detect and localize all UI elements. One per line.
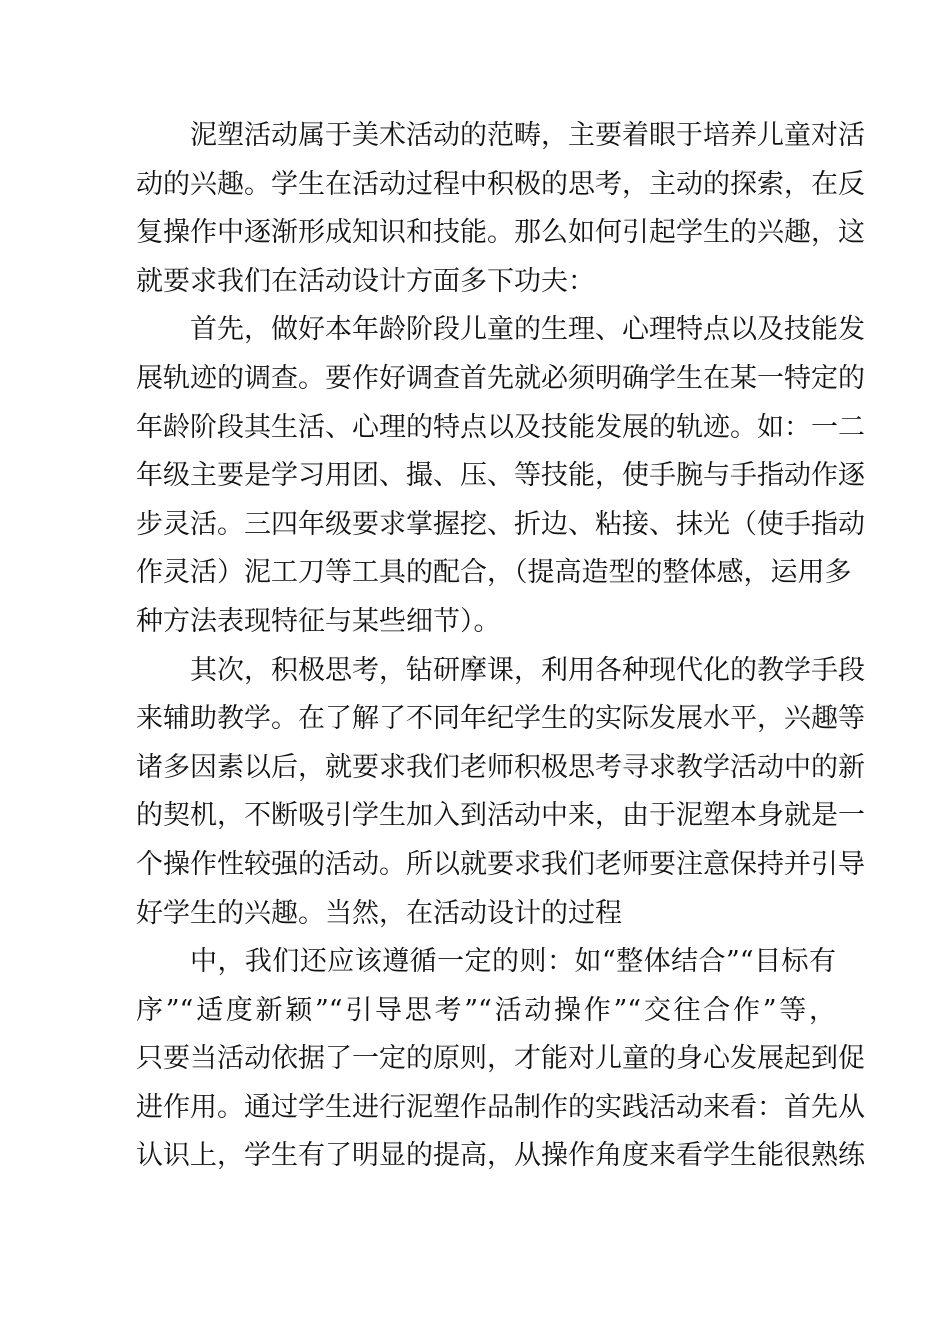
- text-line: 种方法表现特征与某些细节）。: [136, 605, 501, 637]
- text-line: 的契机，不断吸引学生加入到活动中来，由于泥塑本身就是一: [136, 800, 865, 832]
- text-line: 只要当活动依据了一定的原则，才能对儿童的身心发展起到促: [136, 1043, 865, 1075]
- text-line: 其次，积极思考，钻研摩课，利用各种现代化的教学手段: [190, 654, 865, 686]
- paragraph: [136, 647, 865, 939]
- text-line: 诸多因素以后，就要求我们老师积极思考寻求教学活动中的新: [136, 751, 865, 783]
- text-line: 展轨迹的调查。要作好调查首先就必须明确学生在某一特定的: [136, 362, 865, 394]
- text-line: 作灵活）泥工刀等工具的配合，（提高造型的整体感，运用多: [136, 557, 852, 589]
- text-line: 年龄阶段其生活、心理的特点以及技能发展的轨迹。如：一二: [136, 411, 865, 443]
- text-line: 就要求我们在活动设计方面多下功夫：: [136, 265, 595, 297]
- text-line: 复操作中逐渐形成知识和技能。那么如何引起学生的兴趣，这: [136, 217, 865, 249]
- text-line: 首先，做好本年龄阶段儿童的生理、心理特点以及技能发: [190, 314, 865, 346]
- text-line: 序”“适度新颖”“引导思考”“活动操作”“交往合作”等，: [136, 994, 836, 1026]
- text-line: 中，我们还应该遵循一定的则：如“整体结合”“目标有: [190, 946, 836, 978]
- text-line: 进作用。通过学生进行泥塑作品制作的实践活动来看：首先从: [136, 1091, 865, 1123]
- text-line: 好学生的兴趣。当然，在活动设计的过程: [136, 897, 622, 929]
- text-line: 年级主要是学习用团、撮、压、等技能，使手腕与手指动作逐: [136, 460, 865, 492]
- text-line: 认识上，学生有了明显的提高，从操作角度来看学生能很熟练: [136, 1140, 865, 1172]
- text-line: 泥塑活动属于美术活动的范畴，主要着眼于培养儿童对活: [190, 120, 865, 151]
- text-line: 个操作性较强的活动。所以就要求我们老师要注意保持并引导: [136, 848, 865, 880]
- text-line: 来辅助教学。在了解了不同年纪学生的实际发展水平，兴趣等: [136, 703, 865, 735]
- paragraph: [136, 306, 865, 646]
- document-body: [136, 112, 865, 1181]
- paragraph: [136, 112, 865, 306]
- text-line: 步灵活。三四年级要求掌握挖、折边、粘接、抹光（使手指动: [136, 508, 865, 540]
- paragraph: [136, 938, 865, 1181]
- text-line: 动的兴趣。学生在活动过程中积极的思考，主动的探索，在反: [136, 168, 865, 200]
